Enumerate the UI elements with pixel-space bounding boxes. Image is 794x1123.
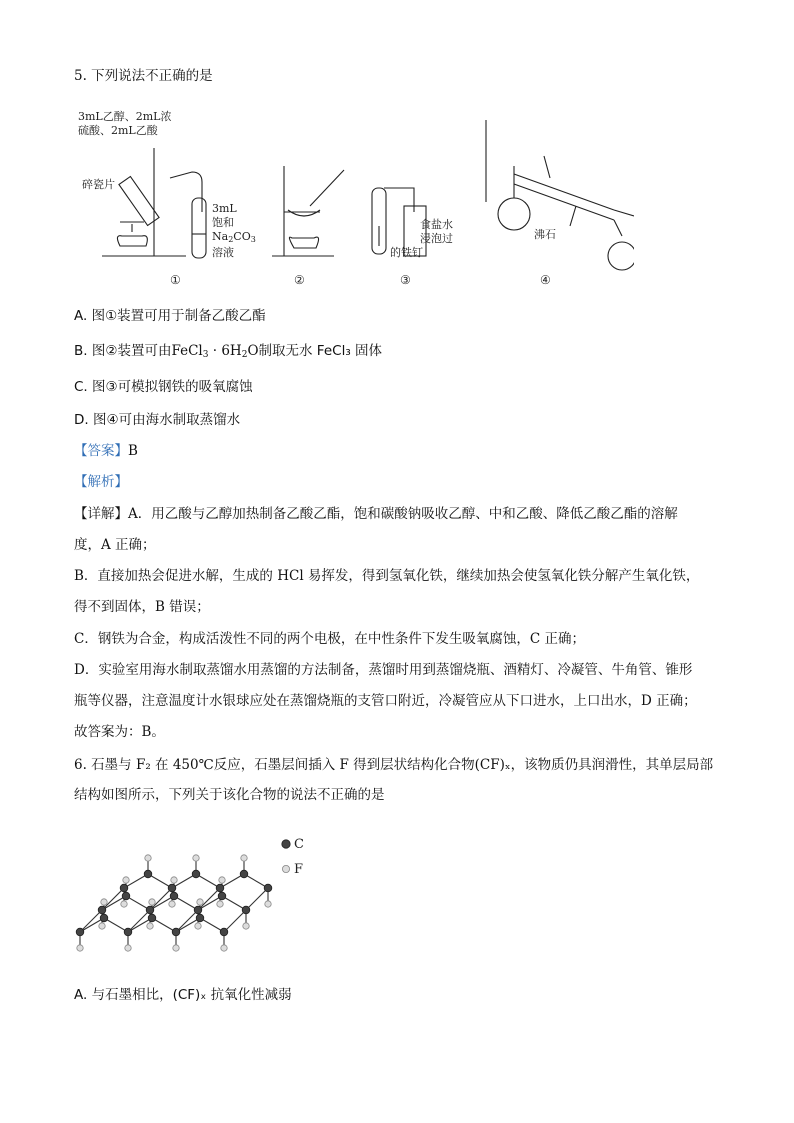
fluorine-atom xyxy=(243,923,249,929)
q5-option-b-suffix: 制取无水 FeCl₃ 固体 xyxy=(258,343,383,359)
label-salt-3: 的铁钉 xyxy=(390,246,423,259)
fluorine-atom xyxy=(265,901,271,907)
fluorine-atom xyxy=(195,923,201,929)
fig2-glass-rod xyxy=(310,170,344,206)
label-saturated: 饱和 xyxy=(212,216,234,229)
carbon-atom xyxy=(144,870,152,878)
caption-1: ① xyxy=(170,273,181,287)
cc-bond xyxy=(246,888,268,910)
label-reagents-2: 硫酸、2mL乙酸 xyxy=(78,124,158,137)
q5-option-c: C. 图③可模拟钢铁的吸氧腐蚀 xyxy=(74,379,253,395)
q6-option-a: A. 与石墨相比，(CF)ₓ 抗氧化性减弱 xyxy=(74,987,292,1003)
carbon-atom xyxy=(196,914,204,922)
q6-stem-line-2: 结构如图所示，下列关于该化合物的说法不正确的是 xyxy=(74,787,385,803)
caption-2: ② xyxy=(294,273,305,287)
fluorine-atom xyxy=(121,901,127,907)
carbon-atom xyxy=(148,914,156,922)
fluorine-atom xyxy=(241,855,247,861)
label-boiling: 沸石 xyxy=(534,228,556,241)
cf-legend-svg xyxy=(280,832,330,882)
fluorine-atom xyxy=(149,899,155,905)
fluorine-atom xyxy=(125,945,131,951)
legend-c-marker xyxy=(282,840,290,848)
fig4-receiver-flask xyxy=(608,242,634,270)
carbon-atom xyxy=(192,870,200,878)
fig1-receiver-tube xyxy=(192,198,206,258)
fluorine-atom xyxy=(197,899,203,905)
caption-4: ④ xyxy=(540,273,551,287)
analysis-tag: 【解析】 xyxy=(74,474,128,490)
q5-option-b-chem: FeCl$_3$ · $6H_2O$ xyxy=(171,343,259,360)
label-salt-2: 浸泡过 xyxy=(420,232,453,245)
q5-option-b-prefix: B. 图②装置可由 xyxy=(74,343,172,359)
fig3-tube xyxy=(384,188,414,212)
fluorine-atom xyxy=(217,901,223,907)
legend-f-marker xyxy=(282,865,289,872)
analysis-row xyxy=(74,472,128,492)
carbon-atom xyxy=(146,906,154,914)
detail-line-8: 故答案为：B。 xyxy=(74,724,165,740)
detail-line-1: 【详解】A．用乙酸与乙醇加热制备乙酸乙酯，饱和碳酸钠吸收乙醇、中和乙酸、降低乙酸乙酯的溶解 xyxy=(74,506,678,522)
carbon-atom xyxy=(120,884,128,892)
fluorine-atom xyxy=(221,945,227,951)
q6-stem-line-1: 6. 石墨与 F₂ 在 450℃反应，石墨层间插入 F 得到层状结构化合物(CF)ₓ，该物质仍具润滑性，其单层局部 xyxy=(74,757,714,773)
carbon-atom xyxy=(194,906,202,914)
carbon-atom xyxy=(240,870,248,878)
cc-bond xyxy=(224,910,246,932)
answer-value: B xyxy=(128,443,138,459)
detail-line-6: D．实验室用海水制取蒸馏水用蒸馏的方法制备，蒸馏时用到蒸馏烧瓶、酒精灯、冷凝管、牛角管、锥形 xyxy=(74,662,693,678)
detail-line-7: 瓶等仪器，注意温度计水银球应处在蒸馏烧瓶的支管口附近，冷凝管应从下口进水，上口出水，D 正确； xyxy=(74,693,697,709)
fig1-delivery-tube xyxy=(170,172,202,212)
carbon-atom xyxy=(124,928,132,936)
carbon-atom xyxy=(264,884,272,892)
fig4-flask xyxy=(498,198,530,230)
carbon-atom xyxy=(216,884,224,892)
carbon-atom xyxy=(220,928,228,936)
carbon-atom xyxy=(122,892,130,900)
carbon-atom xyxy=(76,928,84,936)
detail-line-2: 度，A 正确； xyxy=(74,537,156,553)
label-3ml: 3mL xyxy=(212,202,237,215)
fluorine-atom xyxy=(193,855,199,861)
detail-line-4: 得不到固体，B 错误； xyxy=(74,599,210,615)
carbon-atom xyxy=(98,906,106,914)
carbon-atom xyxy=(172,928,180,936)
fluorine-atom xyxy=(101,899,107,905)
carbon-atom xyxy=(168,884,176,892)
q5-stem: 5. 下列说法不正确的是 xyxy=(74,68,213,84)
fluorine-atom xyxy=(77,945,83,951)
q5-option-d: D. 图④可由海水制取蒸馏水 xyxy=(74,412,241,428)
fluorine-atom xyxy=(147,923,153,929)
legend-c-label: C xyxy=(294,837,304,852)
fluorine-atom xyxy=(219,877,225,883)
label-solution: 溶液 xyxy=(212,246,234,259)
fig2-lamp xyxy=(289,237,318,248)
apparatus-svg xyxy=(74,106,634,290)
fig1-test-tube xyxy=(119,177,159,226)
fig4-condenser xyxy=(514,174,614,210)
fluorine-atom xyxy=(169,901,175,907)
label-chips: 碎瓷片 xyxy=(82,178,115,191)
answer-tag: 【答案】 xyxy=(74,443,128,459)
fig1-lamp xyxy=(117,236,147,246)
legend-f-label: F xyxy=(294,862,304,877)
detail-line-5: C．钢铁为合金，构成活泼性不同的两个电极，在中性条件下发生吸氧腐蚀，C 正确； xyxy=(74,631,585,647)
q5-option-b xyxy=(74,341,382,365)
carbon-atom xyxy=(100,914,108,922)
fluorine-atom xyxy=(173,945,179,951)
caption-3: ③ xyxy=(400,273,411,287)
fluorine-atom xyxy=(99,923,105,929)
label-reagents-1: 3mL乙醇、2mL浓 xyxy=(78,110,172,123)
label-salt-1: 食盐水 xyxy=(420,218,453,231)
carbon-atom xyxy=(242,906,250,914)
q5-option-a: A. 图①装置可用于制备乙酸乙酯 xyxy=(74,308,266,324)
carbon-atom xyxy=(218,892,226,900)
answer-row xyxy=(74,441,138,461)
cf-legend xyxy=(280,832,330,886)
label-na2co3: Na2CO3 xyxy=(212,230,256,244)
fluorine-atom xyxy=(145,855,151,861)
fig2-evaporating-dish xyxy=(288,210,320,216)
fluorine-atom xyxy=(123,877,129,883)
fluorine-atom xyxy=(171,877,177,883)
apparatus-figure xyxy=(74,106,634,294)
detail-line-3: B．直接加热会促进水解，生成的 HCl 易挥发，得到氢氧化铁，继续加热会使氢氧化铁分解产生氧化铁， xyxy=(74,568,700,584)
carbon-atom xyxy=(170,892,178,900)
